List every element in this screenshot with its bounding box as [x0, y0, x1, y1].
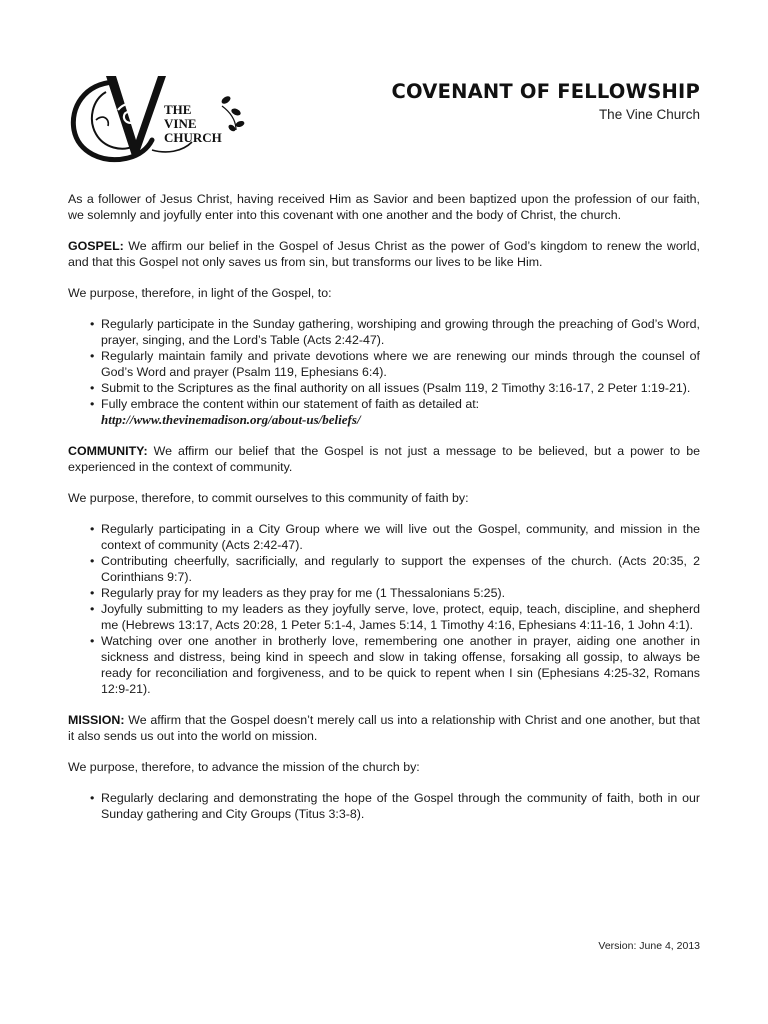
- mission-paragraph: [68, 712, 700, 744]
- version-date: Version: June 4, 2013: [598, 940, 700, 952]
- list-item: [68, 553, 700, 585]
- bullet: •: [90, 397, 95, 411]
- list-item: [68, 633, 700, 697]
- bullet: •: [90, 349, 95, 363]
- mission-label: MISSION:: [68, 713, 125, 727]
- list-item-text: Regularly participating in a City Group where we will live out the Gospel, community, and mission in the context of community (Acts 2:42-47).: [101, 522, 700, 552]
- list-item-text: Submit to the Scriptures as the final authority on all issues (Psalm 119, 2 Timothy 3:16-17, 2 Peter 1:19-21).: [101, 381, 691, 395]
- logo-word-the: THE: [164, 102, 192, 117]
- gospel-paragraph: [68, 238, 700, 270]
- list-item-text: Fully embrace the content within our statement of faith as detailed at:: [101, 397, 480, 411]
- list-item: [68, 316, 700, 348]
- mission-list: [68, 790, 700, 822]
- list-item-text: Watching over one another in brotherly love, remembering one another in prayer, aiding one another in sickness and distress, being kind in speech and slow in taking offense, forsaking all gossip, to always be ready for reconciliation and forgiveness, and to be quick to repent when I sin (Ephesians 4:25-32, Romans 12:9-21).: [101, 634, 700, 696]
- list-item-text: Regularly declaring and demonstrating the hope of the Gospel through the community of faith, both in our Sunday gathering and City Groups (Titus 3:3-8).: [101, 791, 700, 821]
- community-purpose: We purpose, therefore, to commit ourselves to this community of faith by:: [68, 491, 469, 505]
- list-item-text: Regularly pray for my leaders as they pray for me (1 Thessalonians 5:25).: [101, 586, 506, 600]
- bullet: •: [90, 522, 95, 536]
- community-label: COMMUNITY:: [68, 444, 148, 458]
- bullet: •: [90, 317, 95, 331]
- document-title: COVENANT OF FELLOWSHIP: [391, 80, 700, 103]
- bullet: •: [90, 381, 95, 395]
- list-item: [68, 601, 700, 633]
- title-block: [392, 80, 700, 122]
- beliefs-link[interactable]: http://www.thevinemadison.org/about-us/beliefs/: [101, 412, 361, 427]
- logo-word-vine: VINE: [164, 116, 197, 131]
- logo-word-church: CHURCH: [164, 130, 222, 145]
- list-item: [68, 380, 700, 396]
- list-item: [68, 585, 700, 601]
- list-item: [68, 790, 700, 822]
- gospel-text: We affirm our belief in the Gospel of Jesus Christ as the power of God’s kingdom to renew the world, and that this Gospel not only saves us from sin, but transforms our lives to be like Him.: [68, 239, 700, 269]
- bullet: •: [90, 634, 95, 648]
- list-item: [68, 396, 700, 412]
- bullet: •: [90, 586, 95, 600]
- mission-text: We affirm that the Gospel doesn’t merely call us into a relationship with Christ and one another, but that it also sends us out into the world on mission.: [68, 713, 700, 743]
- bullet: •: [90, 602, 95, 616]
- list-item-text: Regularly participate in the Sunday gathering, worshiping and growing through the preaching of God’s Word, prayer, singing, and the Lord’s Table (Acts 2:42-47).: [101, 317, 700, 347]
- community-paragraph: [68, 443, 700, 475]
- community-text: We affirm our belief that the Gospel is not just a message to be believed, but a power to be experienced in the context of community.: [68, 444, 700, 474]
- list-item-text: Joyfully submitting to my leaders as they joyfully serve, love, protect, equip, teach, discipline, and shepherd me (Hebrews 13:17, Acts 20:28, 1 Peter 5:1-4, James 5:14, 1 Timothy 4:16, Ephesians 4:11-16, 1 John 4:1).: [101, 602, 700, 632]
- gospel-list: [68, 316, 700, 428]
- list-item-text: Contributing cheerfully, sacrificially, and regularly to support the expenses of the church. (Acts 20:35, 2 Corinthians 9:7).: [101, 554, 700, 584]
- vine-logo-icon: [66, 70, 252, 168]
- list-item-text: Regularly maintain family and private devotions where we are renewing our minds through the counsel of God’s Word and prayer (Psalm 119, Ephesians 6:4).: [101, 349, 700, 379]
- gospel-purpose: We purpose, therefore, in light of the Gospel, to:: [68, 286, 332, 300]
- church-logo: [66, 70, 252, 168]
- list-item: [68, 348, 700, 380]
- gospel-label: GOSPEL:: [68, 239, 124, 253]
- intro-paragraph: As a follower of Jesus Christ, having received Him as Savior and been baptized upon the profession of our faith, we solemnly and joyfully enter into this covenant with one another and the body of Christ, the church.: [68, 192, 700, 222]
- list-item: [68, 521, 700, 553]
- bullet: •: [90, 791, 95, 805]
- mission-purpose: We purpose, therefore, to advance the mission of the church by:: [68, 760, 420, 774]
- bullet: •: [90, 554, 95, 568]
- community-list: [68, 521, 700, 697]
- document-subtitle: The Vine Church: [598, 107, 700, 122]
- document-body: [68, 191, 700, 837]
